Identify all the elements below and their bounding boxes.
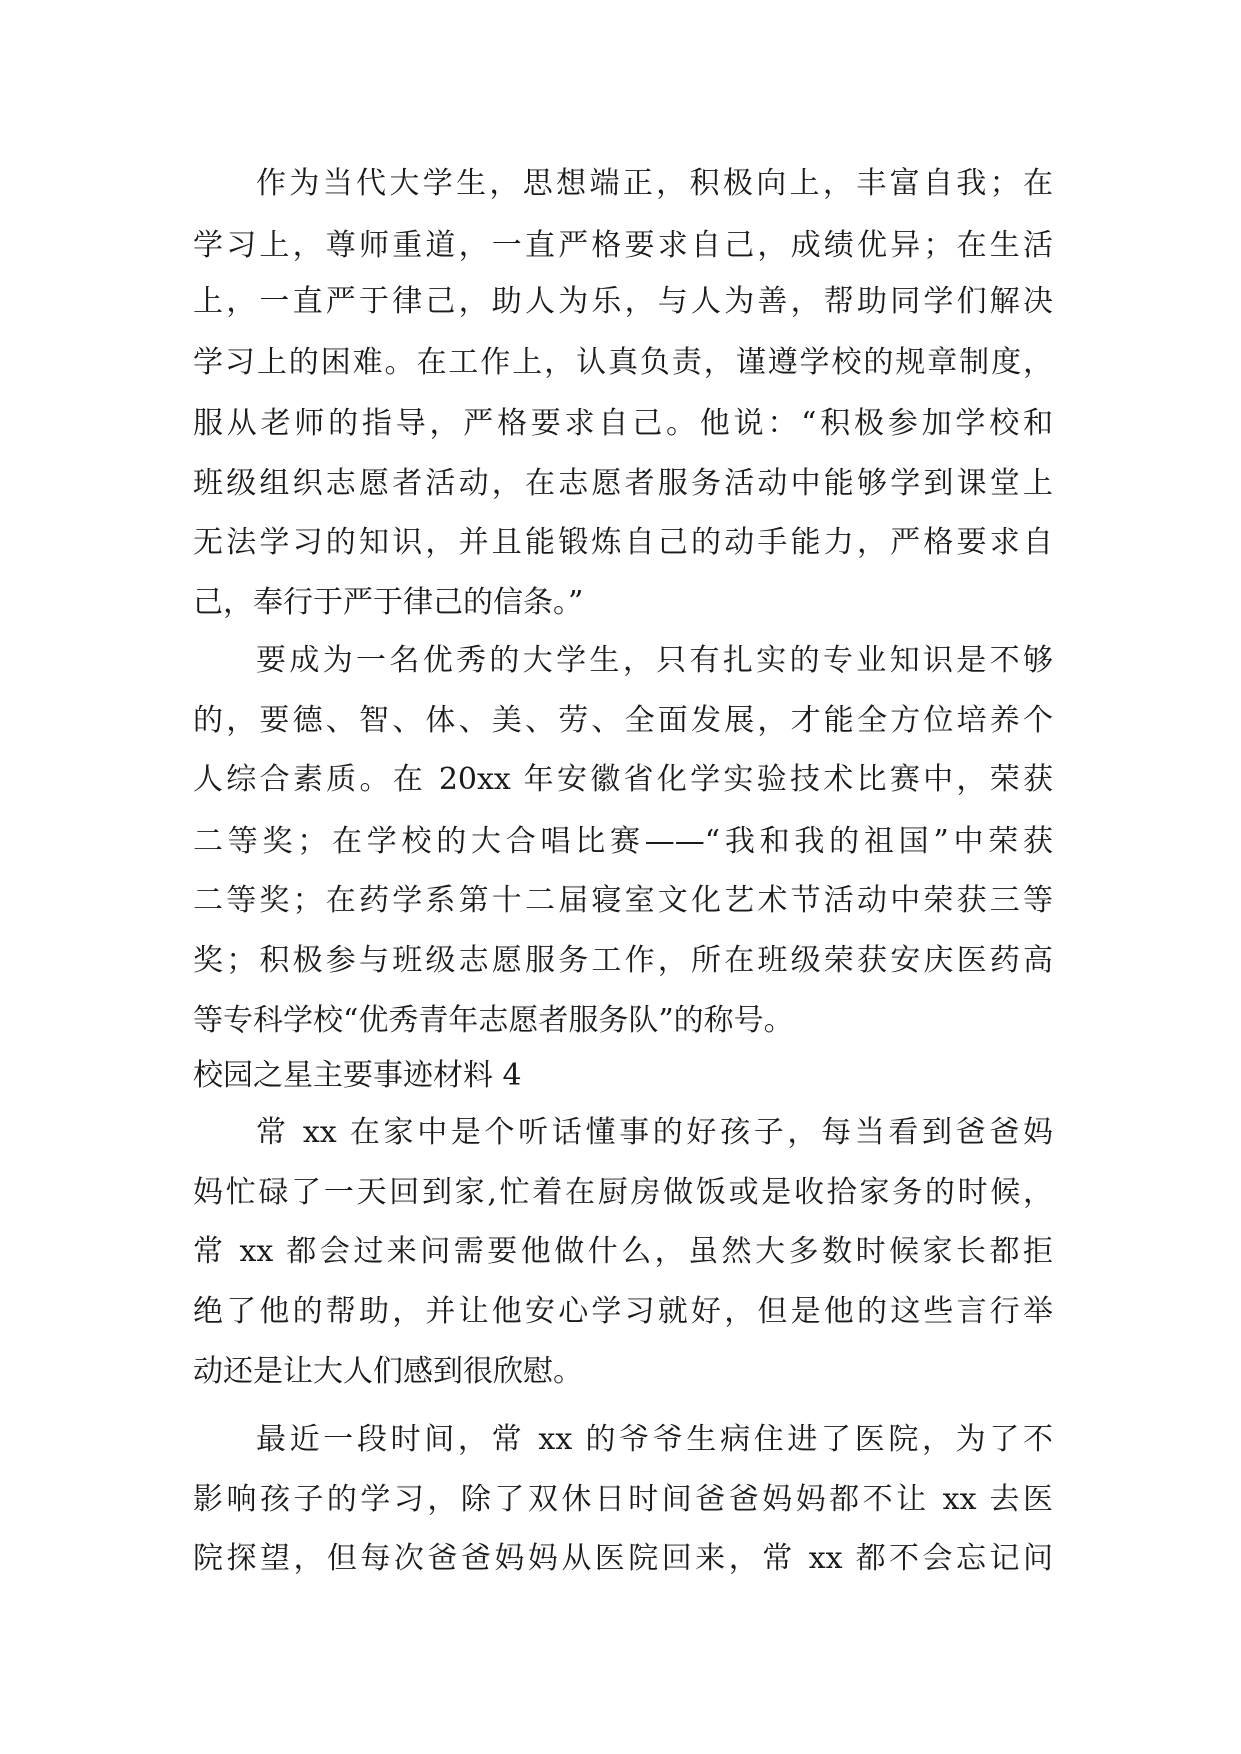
- paragraph-1-line-2: 学习上，尊师重道，一直严格要求自己，成绩优异；在生活: [193, 228, 1053, 263]
- paragraph-1-line-7: 无法学习的知识，并且能锻炼自己的动手能力，严格要求自: [193, 525, 1053, 560]
- paragraph-1-line-5: 服从老师的指导，严格要求自己。他说：“积极参加学校和: [193, 406, 1053, 441]
- paragraph-4-line-3: 院探望，但每次爸爸妈妈从医院回来，常 xx 都不会忘记问: [193, 1541, 1053, 1576]
- paragraph-3-line-2: 妈忙碌了一天回到家,忙着在厨房做饭或是收拾家务的时候，: [193, 1175, 1053, 1210]
- paragraph-3-line-4: 绝了他的帮助，并让他安心学习就好，但是他的这些言行举: [193, 1294, 1053, 1329]
- paragraph-1-line-4: 学习上的困难。在工作上，认真负责，谨遵学校的规章制度，: [193, 345, 1053, 380]
- paragraph-2-line-6: 奖；积极参与班级志愿服务工作，所在班级荣获安庆医药高: [193, 943, 1053, 978]
- paragraph-2-line-7: 等专科学校“优秀青年志愿者服务队”的称号。: [193, 1003, 794, 1038]
- paragraph-1-line-8: 己，奉行于严于律己的信条。”: [193, 585, 584, 620]
- paragraph-3-line-5: 动还是让大人们感到很欣慰。: [193, 1354, 583, 1389]
- paragraph-1-line-1: 作为当代大学生，思想端正，积极向上，丰富自我；在: [256, 166, 1053, 201]
- paragraph-3-line-3: 常 xx 都会过来问需要他做什么，虽然大多数时候家长都拒: [193, 1234, 1053, 1269]
- paragraph-2-line-2: 的，要德、智、体、美、劳、全面发展，才能全方位培养个: [193, 703, 1053, 738]
- paragraph-4-line-1: 最近一段时间，常 xx 的爷爷生病住进了医院，为了不: [256, 1422, 1053, 1457]
- section-heading: 校园之星主要事迹材料 4: [193, 1058, 522, 1093]
- paragraph-2-line-4: 二等奖；在学校的大合唱比赛——“我和我的祖国”中荣获: [193, 824, 1053, 859]
- paragraph-3-line-1: 常 xx 在家中是个听话懂事的好孩子，每当看到爸爸妈: [256, 1115, 1053, 1150]
- paragraph-2-line-3: 人综合素质。在 20xx 年安徽省化学实验技术比赛中，荣获: [193, 762, 1053, 797]
- paragraph-4-line-2: 影响孩子的学习，除了双休日时间爸爸妈妈都不让 xx 去医: [193, 1482, 1053, 1517]
- paragraph-1-line-6: 班级组织志愿者活动，在志愿者服务活动中能够学到课堂上: [193, 466, 1053, 501]
- paragraph-1-line-3: 上，一直严于律己，助人为乐，与人为善，帮助同学们解决: [193, 284, 1053, 319]
- paragraph-2-line-5: 二等奖；在药学系第十二届寝室文化艺术节活动中荣获三等: [193, 883, 1053, 918]
- paragraph-2-line-1: 要成为一名优秀的大学生，只有扎实的专业知识是不够: [256, 643, 1053, 678]
